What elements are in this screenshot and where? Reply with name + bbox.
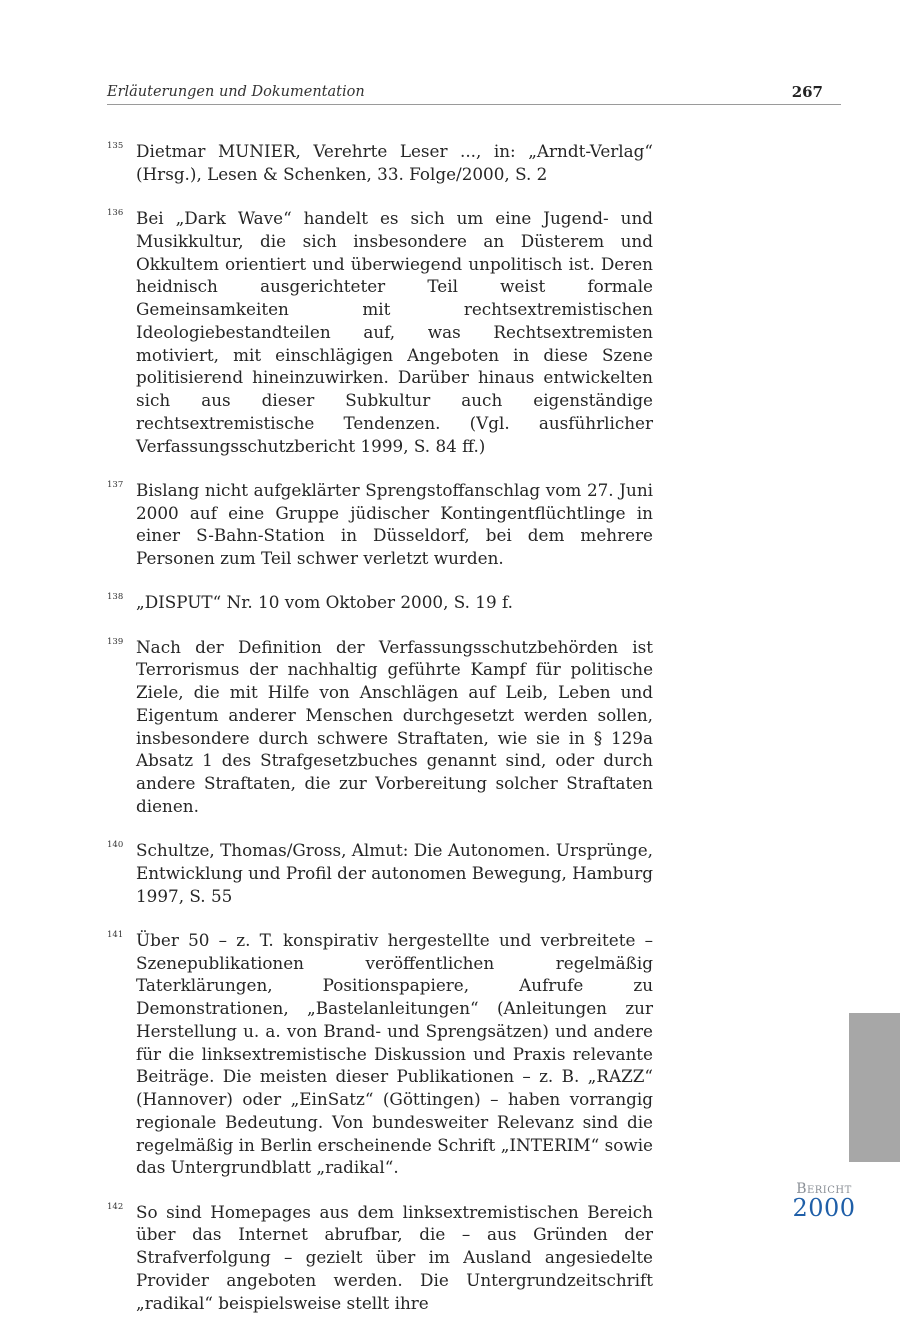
footnote-number: 142	[107, 1201, 124, 1212]
footnote-text: „DISPUT“ Nr. 10 vom Oktober 2000, S. 19 f.	[136, 592, 513, 613]
footnote-135	[107, 140, 655, 186]
page-number: 267	[791, 83, 823, 101]
footnote-number: 141	[107, 929, 124, 940]
footnote-142	[107, 1201, 655, 1315]
footnote-138	[107, 591, 655, 614]
footnote-text: Bei „Dark Wave“ handelt es sich um eine Jugend- und Musikkultur, die sich insbesondere an Düsterem und Okkultem orientiert und überwiegend unpolitisch ist. Deren heidnisch ausgerichteter Teil weist formale Gemeinsamkeiten mit rechtsextremistischen Ideologiebestandteilen auf, was Rechtsextremisten motiviert, mit einschlägigen Angeboten in diese Szene politisierend hineinzuwirken. Darüber hinaus entwickelten sich aus dieser Subkultur auch eigenständige rechtsextremistische Tendenzen. (Vgl. ausführlicher Verfassungsschutzbericht 1999, S. 84 ff.)	[136, 208, 653, 456]
footnote-text: Bislang nicht aufgeklärter Sprengstoffanschlag vom 27. Juni 2000 auf eine Gruppe jüdischer Kontingentflüchtlinge in einer S-Bahn-Station in Düsseldorf, bei dem mehrere Personen zum Teil schwer verletzt wurden.	[136, 479, 653, 568]
footnote-text: Nach der Definition der Verfassungsschutzbehörden ist Terrorismus der nachhaltig geführte Kampf für politische Ziele, die mit Hilfe von Anschlägen auf Leib, Leben und Eigentum anderer Menschen durchgesetzt werden sollen, insbesondere durch schwere Straftaten, wie sie in § 129a Absatz 1 des Strafgesetzbuches genannt sind, oder durch andere Straftaten, die zur Vorbereitung solcher Straftaten dienen.	[136, 636, 653, 816]
footnote-text: Dietmar MUNIER, Verehrte Leser ..., in: „Arndt-Verlag“ (Hrsg.), Lesen & Schenken, 33. Folge/2000, S. 2	[136, 141, 653, 184]
footnote-number: 136	[107, 208, 124, 218]
logo-word: Bericht	[796, 1181, 852, 1197]
footnote-141	[107, 929, 655, 1179]
logo-year: 2000	[792, 1194, 856, 1222]
footnote-139	[107, 636, 655, 818]
footnote-137	[107, 479, 655, 570]
footnote-text: So sind Homepages aus dem linksextremistischen Bereich über das Internet abrufbar, die – aus Gründen der Strafverfolgung – gezielt über im Ausland angesiedelte Provider angeboten werden. Die Untergrundzeitschrift „radikal“ beispielsweise stellt ihre	[136, 1201, 653, 1313]
footnote-136	[107, 207, 655, 457]
section-thumb-tab	[849, 1013, 900, 1162]
footnote-number: 139	[107, 636, 124, 647]
footnote-number: 140	[107, 840, 124, 850]
footnote-text: Schultze, Thomas/Gross, Almut: Die Autonomen. Ursprünge, Entwicklung und Profil der autonomen Bewegung, Hamburg 1997, S. 55	[136, 840, 653, 906]
footnote-140	[107, 839, 655, 907]
footnote-list	[107, 140, 655, 1336]
footnote-number: 135	[107, 141, 124, 151]
footnote-number: 137	[107, 479, 124, 490]
footnote-text: Über 50 – z. T. konspirativ hergestellte und verbreitete – Szenepublikationen veröffentlichen regelmäßig Taterklärungen, Positionspapiere, Aufrufe zu Demonstrationen, „Bastelanleitungen“ (Anleitungen zur Herstellung u. a. von Brand- und Sprengsätzen) und andere für die linksextremistische Diskussion und Praxis relevante Beiträge. Die meisten dieser Publikationen – z. B. „RAZZ“ (Hannover) oder „EinSatz“ (Göttingen) – haben vorrangig regionale Bedeutung. Von bundesweiter Relevanz sind die regelmäßig in Berlin erscheinende Schrift „INTERIM“ sowie das Untergrundblatt „radikal“.	[136, 929, 653, 1178]
footnote-number: 138	[107, 592, 124, 603]
running-header	[107, 82, 841, 105]
report-logo	[789, 1181, 859, 1222]
header-title: Erläuterungen und Dokumentation	[107, 84, 365, 100]
